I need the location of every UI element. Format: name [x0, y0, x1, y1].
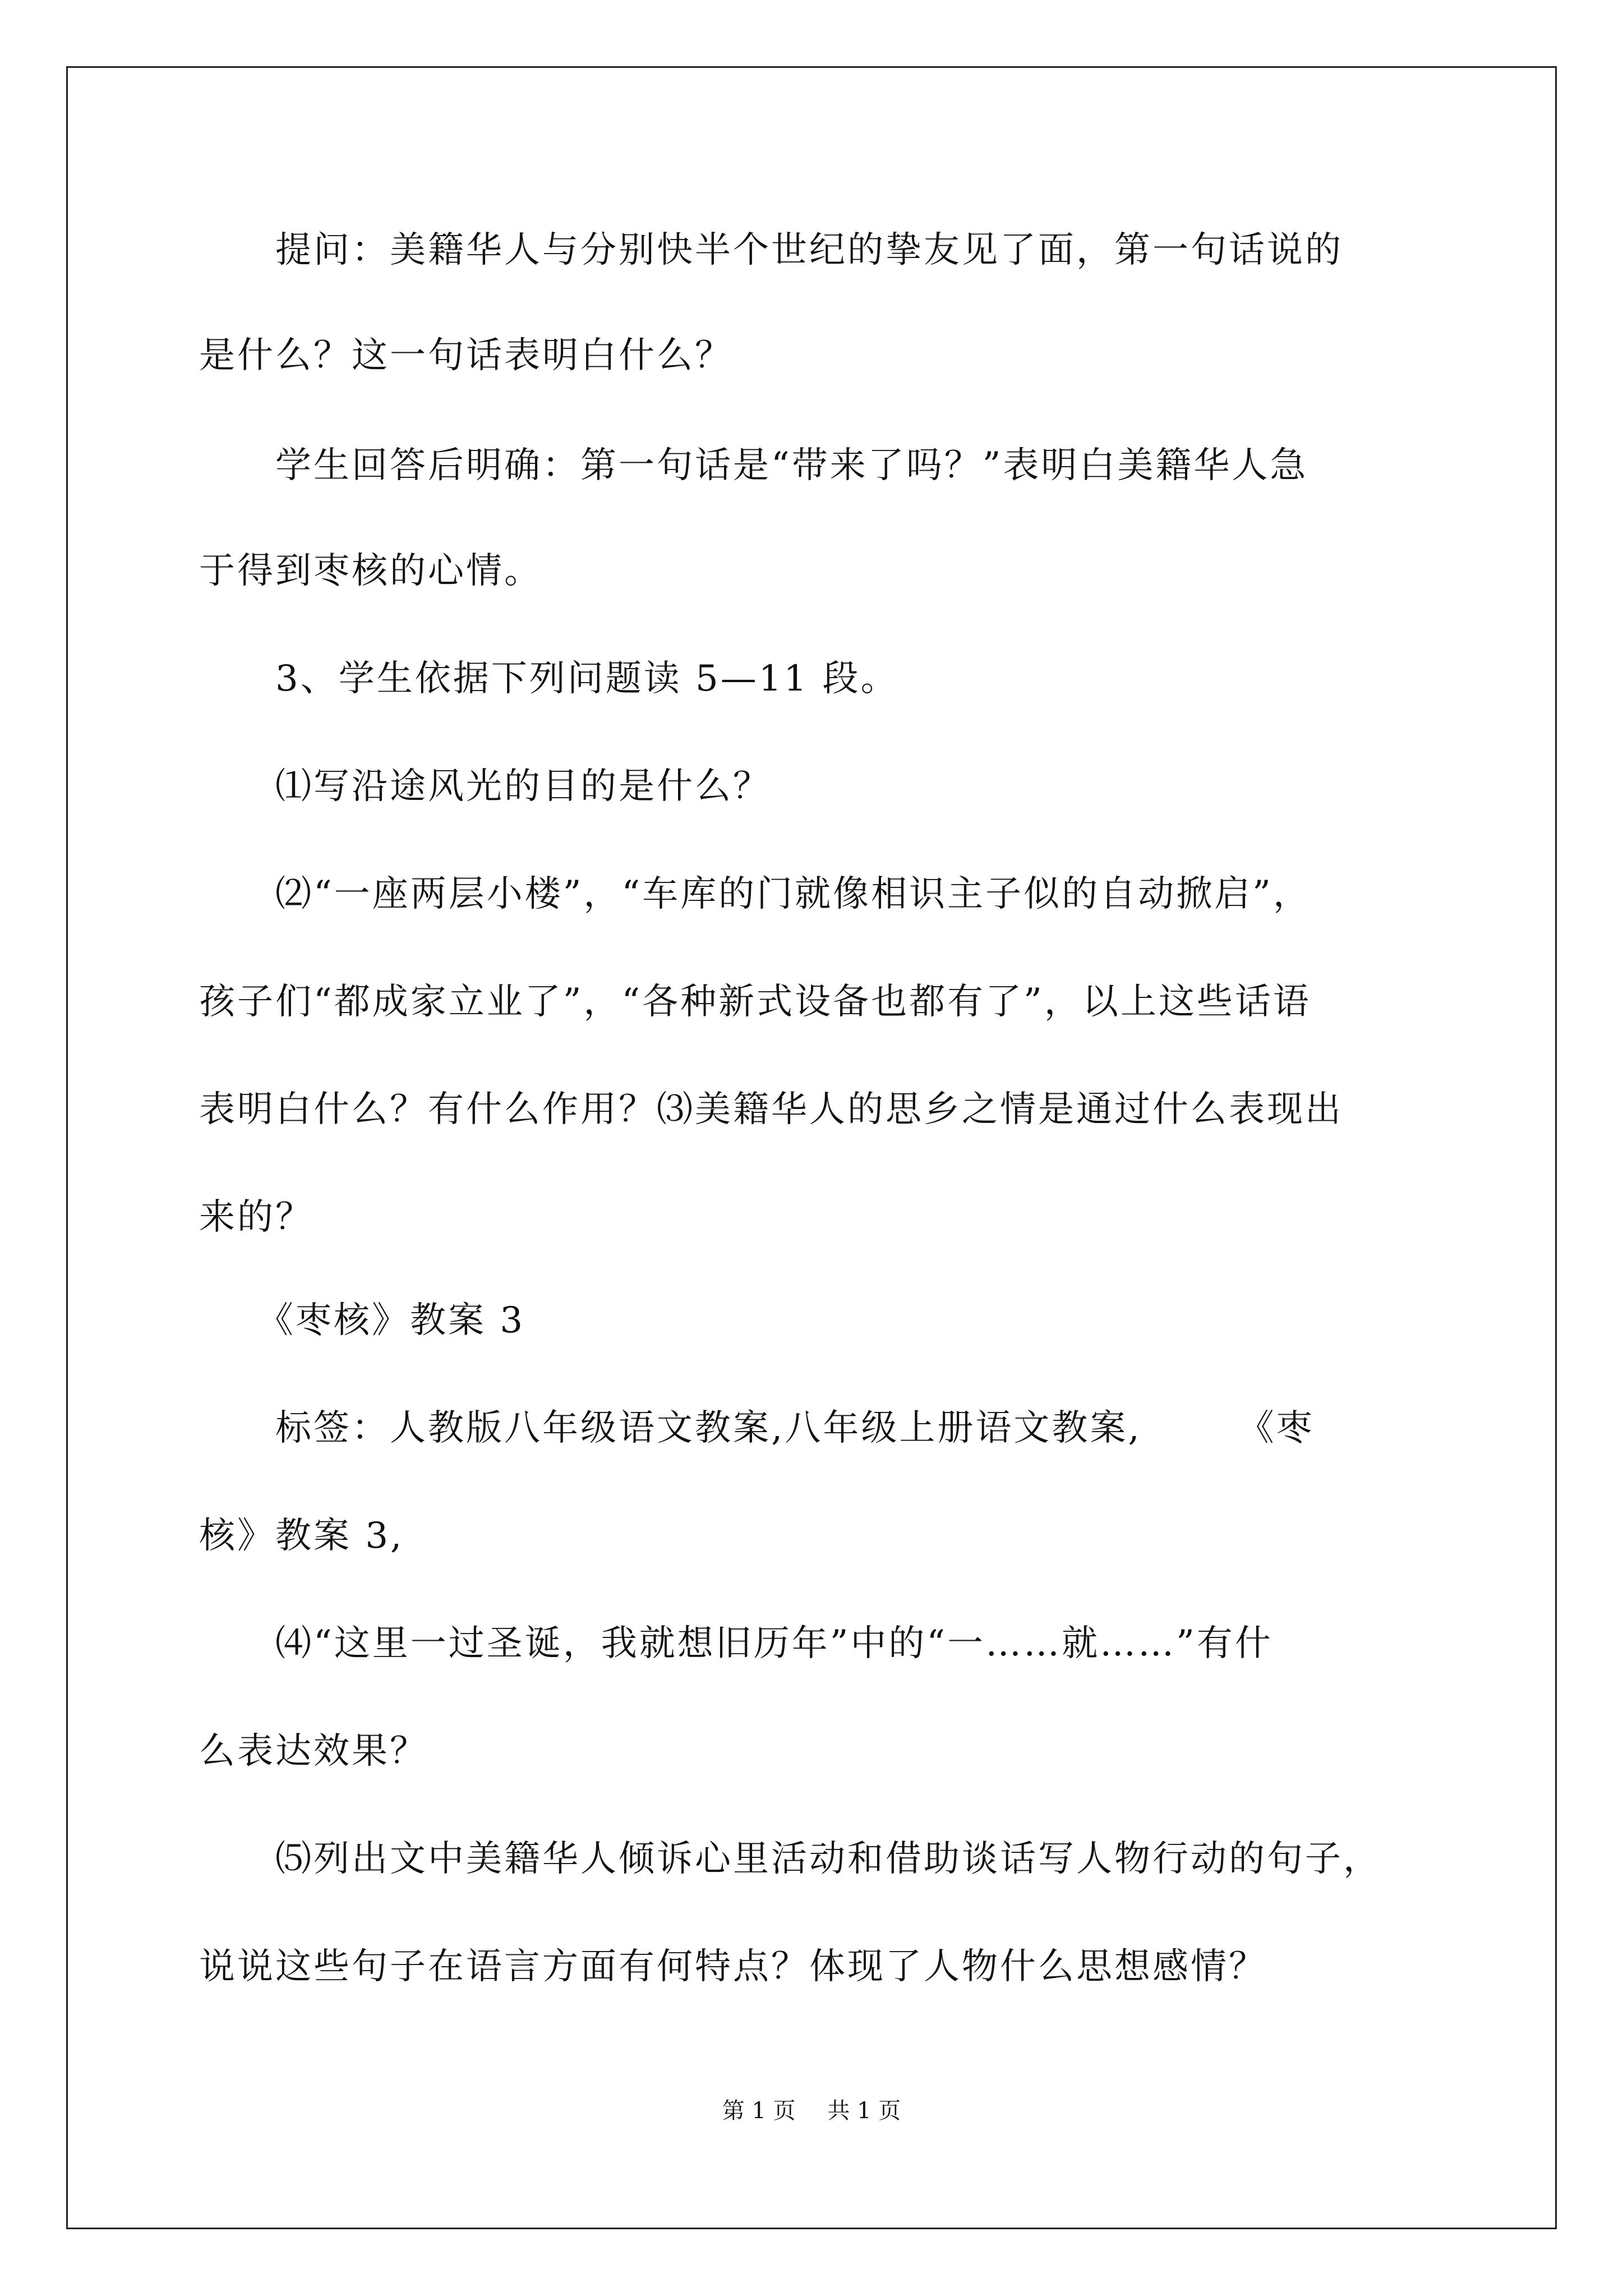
text-line: ⑷“这里一过圣诞，我就想旧历年”中的“一……就……”有什: [199, 1623, 1273, 1664]
text-line: ⑸列出文中美籍华人倾诉心里活动和借助谈话写人物行动的句子，: [199, 1838, 1381, 1880]
text-line: ⑴写沿途风光的目的是什么？: [199, 766, 771, 807]
text-line: 表明白什么？有什么作用？⑶美籍华人的思乡之情是通过什么表现出: [199, 1089, 1343, 1130]
text-line: 孩子们“都成家立业了”，“各种新式设备也都有了”，以上这些话语: [199, 981, 1311, 1023]
page-border: [66, 66, 1557, 2229]
text-line: 于得到枣核的心情。: [199, 550, 542, 592]
text-line: 是什么？这一句话表明白什么？: [199, 335, 733, 376]
text-line: ⑵“一座两层小楼”，“车库的门就像相识主子似的自动掀启”，: [199, 873, 1311, 915]
page-footer: [0, 2097, 1623, 2125]
page-total: 共 1 页: [827, 2098, 901, 2124]
text-line: 来的？: [199, 1197, 313, 1238]
text-line: 核》教案 3,: [199, 1515, 404, 1557]
text-line: 么表达效果？: [199, 1731, 428, 1772]
text-line: 学生回答后明确：第一句话是“带来了吗？”表明白美籍华人急: [199, 445, 1308, 486]
text-line: 《枣核》教案 3: [199, 1300, 525, 1341]
text-line: 3、学生依据下列问题读 5—11 段。: [199, 658, 899, 700]
text-line: 标签：人教版八年级语文教案,八年级上册语文教案, 《枣: [199, 1407, 1315, 1449]
page-number: 第 1 页: [722, 2098, 796, 2124]
text-line: 提问：美籍华人与分别快半个世纪的挚友见了面，第一句话说的: [199, 229, 1343, 271]
text-line: 说说这些句子在语言方面有何特点？体现了人物什么思想感情？: [199, 1946, 1267, 1987]
